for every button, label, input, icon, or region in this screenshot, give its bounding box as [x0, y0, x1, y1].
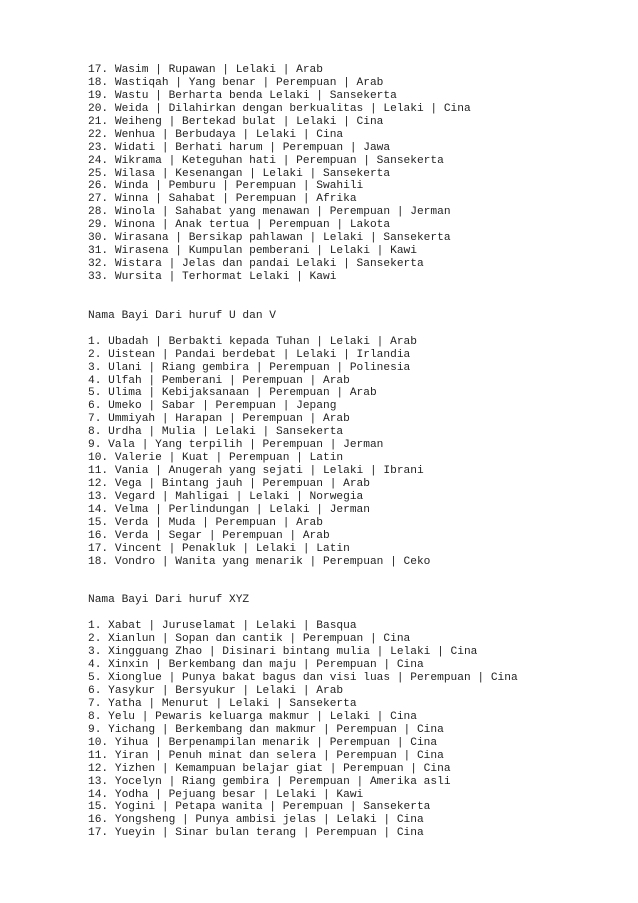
section-spacer — [88, 323, 628, 336]
list-item: 10. Valerie | Kuat | Perempuan | Latin — [88, 452, 344, 465]
list-item: 18. Vondro | Wanita yang menarik | Perempuan | Ceko — [88, 555, 431, 568]
list-item: 4. Ulfah | Pemberani | Perempuan | Arab — [88, 374, 350, 387]
list-item: 28. Winola | Sahabat yang menawan | Perempuan | Jerman — [88, 206, 451, 219]
list-item: 9. Yichang | Berkembang dan makmur | Perempuan | Cina — [88, 723, 444, 736]
list-item: 7. Yatha | Menurut | Lelaki | Sansekerta — [88, 697, 357, 710]
list-item: 13. Yocelyn | Riang gembira | Perempuan | Amerika asli — [88, 775, 451, 788]
list-item: 14. Velma | Perlindungan | Lelaki | Jerman — [88, 503, 370, 516]
document-page — [88, 64, 628, 840]
list-item: 5. Xionglue | Punya bakat bagus dan visi luas | Perempuan | Cina — [88, 672, 518, 685]
list-item: 1. Ubadah | Berbakti kepada Tuhan | Lelaki | Arab — [88, 335, 417, 348]
list-item: 33. Wursita | Terhormat Lelaki | Kawi — [88, 271, 337, 283]
list-item: 3. Xingguang Zhao | Disinari bintang mulia | Lelaki | Cina — [88, 646, 478, 659]
section-xyz-list — [88, 620, 628, 840]
list-item: 9. Vala | Yang terpilih | Perempuan | Jerman — [88, 439, 384, 452]
list-item: 7. Ummiyah | Harapan | Perempuan | Arab — [88, 413, 350, 426]
list-item: 15. Verda | Muda | Perempuan | Arab — [88, 516, 323, 529]
section-heading-xyz: Nama Bayi Dari huruf XYZ — [88, 594, 250, 607]
list-item: 17. Wasim | Rupawan | Lelaki | Arab — [88, 64, 323, 76]
list-item: 16. Yongsheng | Punya ambisi jelas | Lelaki | Cina — [88, 814, 424, 827]
section-heading-uv: Nama Bayi Dari huruf U dan V — [88, 309, 276, 322]
list-item: 12. Vega | Bintang jauh | Perempuan | Arab — [88, 478, 370, 491]
list-item: 26. Winda | Pemburu | Perempuan | Swahili — [88, 180, 364, 193]
list-item: 27. Winna | Sahabat | Perempuan | Afrika — [88, 193, 357, 206]
list-item: 19. Wastu | Berharta benda Lelaki | Sansekerta — [88, 89, 397, 102]
list-item: 2. Xianlun | Sopan dan cantik | Perempuan | Cina — [88, 633, 411, 646]
list-item: 11. Yiran | Penuh minat dan selera | Perempuan | Cina — [88, 749, 444, 762]
list-item: 16. Verda | Segar | Perempuan | Arab — [88, 529, 330, 542]
list-item: 13. Vegard | Mahligai | Lelaki | Norwegia — [88, 490, 364, 503]
list-item: 32. Wistara | Jelas dan pandai Lelaki | Sansekerta — [88, 258, 424, 271]
section-uv-list — [88, 336, 628, 569]
list-item: 14. Yodha | Pejuang besar | Lelaki | Kawi — [88, 788, 364, 801]
section-w-list — [88, 64, 628, 284]
list-item: 8. Urdha | Mulia | Lelaki | Sansekerta — [88, 426, 344, 439]
list-item: 21. Weiheng | Bertekad bulat | Lelaki | Cina — [88, 115, 384, 128]
list-item: 10. Yihua | Berpenampilan menarik | Perempuan | Cina — [88, 736, 438, 749]
list-item: 20. Weida | Dilahirkan dengan berkualitas | Lelaki | Cina — [88, 102, 471, 115]
list-item: 31. Wirasena | Kumpulan pemberani | Lelaki | Kawi — [88, 245, 417, 258]
list-item: 4. Xinxin | Berkembang dan maju | Perempuan | Cina — [88, 659, 424, 672]
list-item: 12. Yizhen | Kemampuan belajar giat | Perempuan | Cina — [88, 762, 451, 775]
list-item: 5. Ulima | Kebijaksanaan | Perempuan | Arab — [88, 387, 377, 400]
list-item: 8. Yelu | Pewaris keluarga makmur | Lelaki | Cina — [88, 710, 417, 723]
list-item: 30. Wirasana | Bersikap pahlawan | Lelaki | Sansekerta — [88, 232, 451, 245]
section-spacer — [88, 607, 628, 620]
list-item: 3. Ulani | Riang gembira | Perempuan | Polinesia — [88, 361, 411, 374]
list-item: 23. Widati | Berhati harum | Perempuan | Jawa — [88, 141, 391, 154]
list-item: 18. Wastiqah | Yang benar | Perempuan | Arab — [88, 76, 384, 89]
list-item: 29. Winona | Anak tertua | Perempuan | Lakota — [88, 219, 391, 232]
list-item: 25. Wilasa | Kesenangan | Lelaki | Sansekerta — [88, 167, 391, 180]
list-item: 2. Uistean | Pandai berdebat | Lelaki | Irlandia — [88, 348, 411, 361]
section-spacer — [88, 569, 628, 595]
list-item: 11. Vania | Anugerah yang sejati | Lelaki | Ibrani — [88, 465, 424, 478]
list-item: 15. Yogini | Petapa wanita | Perempuan | Sansekerta — [88, 801, 431, 814]
list-item: 24. Wikrama | Keteguhan hati | Perempuan | Sansekerta — [88, 154, 444, 167]
list-item: 1. Xabat | Juruselamat | Lelaki | Basqua — [88, 620, 357, 633]
list-item: 17. Yueyin | Sinar bulan terang | Perempuan | Cina — [88, 827, 424, 840]
list-item: 17. Vincent | Penakluk | Lelaki | Latin — [88, 542, 350, 555]
list-item: 22. Wenhua | Berbudaya | Lelaki | Cina — [88, 128, 344, 141]
list-item: 6. Yasykur | Bersyukur | Lelaki | Arab — [88, 685, 344, 698]
list-item: 6. Umeko | Sabar | Perempuan | Jepang — [88, 400, 337, 413]
section-spacer — [88, 284, 628, 310]
